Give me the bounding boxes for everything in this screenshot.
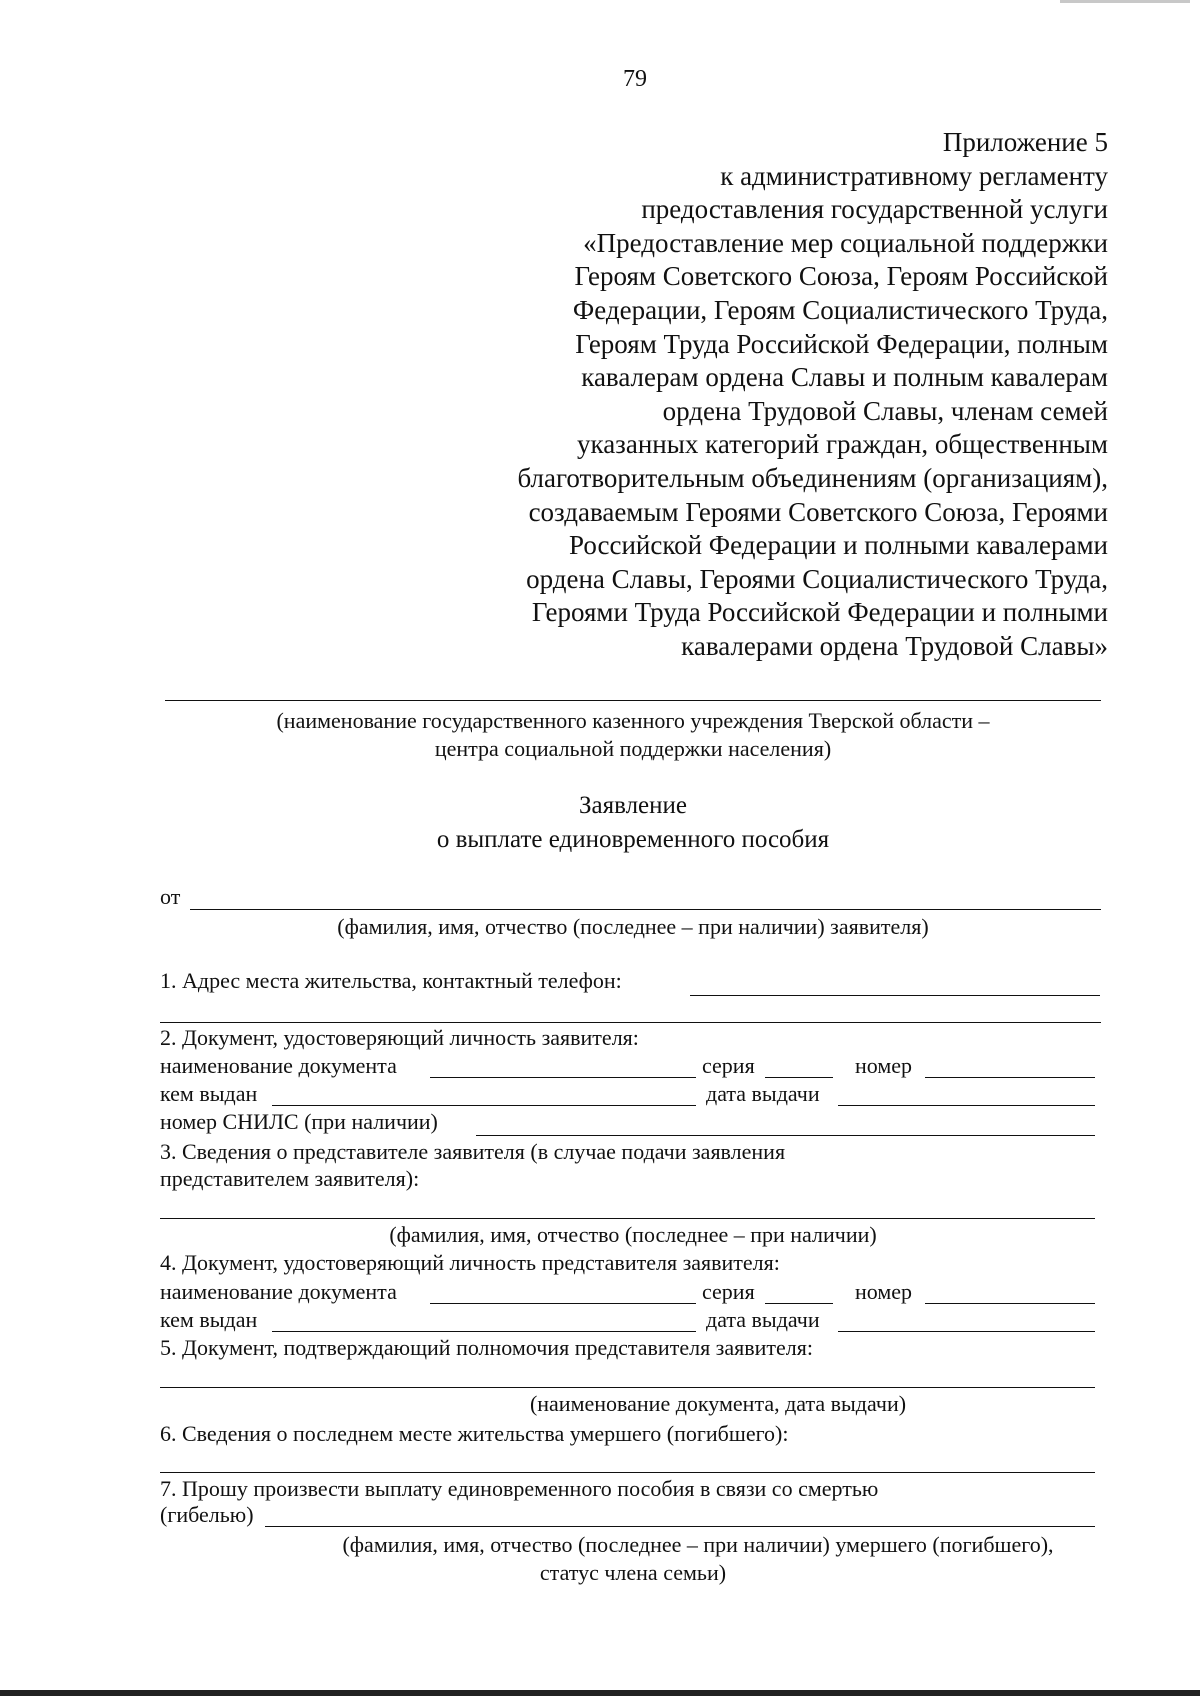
item-3-line: 3. Сведения о представителе заявителя (в случае подачи заявления bbox=[160, 1139, 786, 1164]
address-field[interactable] bbox=[690, 995, 1100, 996]
number-field[interactable] bbox=[925, 1077, 1095, 1078]
representative-caption: (фамилия, имя, отчество (последнее – при наличии) bbox=[389, 1222, 877, 1247]
item-6-label: 6. Сведения о последнем месте жительства умершего (погибшего): bbox=[160, 1421, 789, 1446]
doc-name-label: наименование документа bbox=[160, 1053, 397, 1078]
from-label: от bbox=[160, 884, 181, 909]
series-label: серия bbox=[702, 1279, 755, 1304]
series-label: серия bbox=[702, 1053, 755, 1078]
scan-bottom-edge bbox=[0, 1690, 1200, 1696]
applicant-name-field[interactable] bbox=[190, 909, 1101, 910]
issued-by-field[interactable] bbox=[272, 1105, 696, 1106]
page-number: 79 bbox=[623, 66, 647, 92]
address-field-continuation[interactable] bbox=[160, 1022, 1101, 1023]
item-2-heading: 2. Документ, удостоверяющий личность заявителя: bbox=[160, 1025, 639, 1050]
appendix-line: ордена Славы, Героями Социалистического Труда, bbox=[526, 563, 1108, 594]
appendix-line: Героям Советского Союза, Героям Российской bbox=[574, 261, 1108, 292]
series-field[interactable] bbox=[765, 1077, 833, 1078]
institution-caption: (наименование государственного казенного учреждения Тверской области – bbox=[276, 708, 990, 733]
appendix-line: Приложение 5 bbox=[942, 127, 1108, 157]
rep-issue-date-field[interactable] bbox=[838, 1331, 1095, 1332]
authority-doc-field[interactable] bbox=[160, 1387, 1095, 1388]
appendix-line: «Предоставление мер социальной поддержки bbox=[583, 227, 1108, 258]
scan-artifact bbox=[1060, 0, 1190, 3]
issued-by-label: кем выдан bbox=[160, 1307, 258, 1332]
appendix-line: к административному регламенту bbox=[720, 160, 1108, 191]
document-title: Заявление bbox=[578, 792, 688, 819]
rep-number-field[interactable] bbox=[925, 1303, 1095, 1304]
appendix-line: Героями Труда Российской Федерации и полными bbox=[531, 597, 1108, 628]
item-5-label: 5. Документ, подтверждающий полномочия представителя заявителя: bbox=[160, 1335, 814, 1360]
issue-date-label: дата выдачи bbox=[706, 1307, 820, 1332]
item-7-line: 7. Прошу произвести выплату единовременного пособия в связи со смертью bbox=[160, 1476, 879, 1501]
appendix-line: Героям Труда Российской Федерации, полным bbox=[575, 328, 1108, 359]
item-1-address-label: 1. Адрес места жительства, контактный телефон: bbox=[160, 968, 622, 993]
last-residence-field[interactable] bbox=[160, 1472, 1095, 1473]
authority-doc-caption: (наименование документа, дата выдачи) bbox=[529, 1391, 907, 1416]
rep-doc-name-field[interactable] bbox=[430, 1303, 696, 1304]
doc-name-field[interactable] bbox=[430, 1077, 696, 1078]
rep-issued-by-field[interactable] bbox=[272, 1331, 696, 1332]
appendix-header bbox=[408, 126, 1108, 664]
item-4-heading: 4. Документ, удостоверяющий личность представителя заявителя: bbox=[160, 1250, 780, 1275]
appendix-line: кавалерам ордена Славы и полным кавалерам bbox=[581, 362, 1108, 393]
appendix-line: создаваемым Героями Советского Союза, Героями bbox=[528, 496, 1108, 527]
number-label: номер bbox=[855, 1279, 913, 1304]
appendix-line: указанных категорий граждан, общественным bbox=[576, 429, 1108, 460]
appendix-line: предоставления государственной услуги bbox=[641, 194, 1108, 225]
document-subtitle: о выплате единовременного пособия bbox=[436, 826, 830, 853]
appendix-line: Российской Федерации и полными кавалерами bbox=[569, 530, 1108, 561]
deceased-caption: (фамилия, имя, отчество (последнее – при наличии) умершего (погибшего), bbox=[342, 1532, 1054, 1557]
institution-name-field[interactable] bbox=[165, 700, 1101, 701]
institution-caption: центра социальной поддержки населения) bbox=[434, 736, 832, 761]
item-3-line: представителем заявителя): bbox=[160, 1166, 420, 1191]
appendix-line: кавалерами ордена Трудовой Славы» bbox=[681, 630, 1108, 661]
appendix-line: благотворительным объединениям (организациям), bbox=[517, 462, 1108, 493]
issued-by-label: кем выдан bbox=[160, 1081, 258, 1106]
number-label: номер bbox=[855, 1053, 913, 1078]
representative-name-field[interactable] bbox=[160, 1218, 1095, 1219]
deceased-caption: статус члена семьи) bbox=[539, 1560, 727, 1585]
issue-date-field[interactable] bbox=[838, 1105, 1095, 1106]
snils-field[interactable] bbox=[476, 1135, 1095, 1136]
rep-series-field[interactable] bbox=[765, 1303, 833, 1304]
issue-date-label: дата выдачи bbox=[706, 1081, 820, 1106]
appendix-line: Федерации, Героям Социалистического Труда, bbox=[572, 294, 1108, 325]
doc-name-label: наименование документа bbox=[160, 1279, 397, 1304]
item-7-line: (гибелью) bbox=[160, 1502, 254, 1527]
snils-label: номер СНИЛС (при наличии) bbox=[160, 1109, 438, 1134]
applicant-caption: (фамилия, имя, отчество (последнее – при наличии) заявителя) bbox=[337, 914, 929, 939]
appendix-line: ордена Трудовой Славы, членам семей bbox=[662, 395, 1108, 426]
deceased-name-field[interactable] bbox=[265, 1526, 1095, 1527]
